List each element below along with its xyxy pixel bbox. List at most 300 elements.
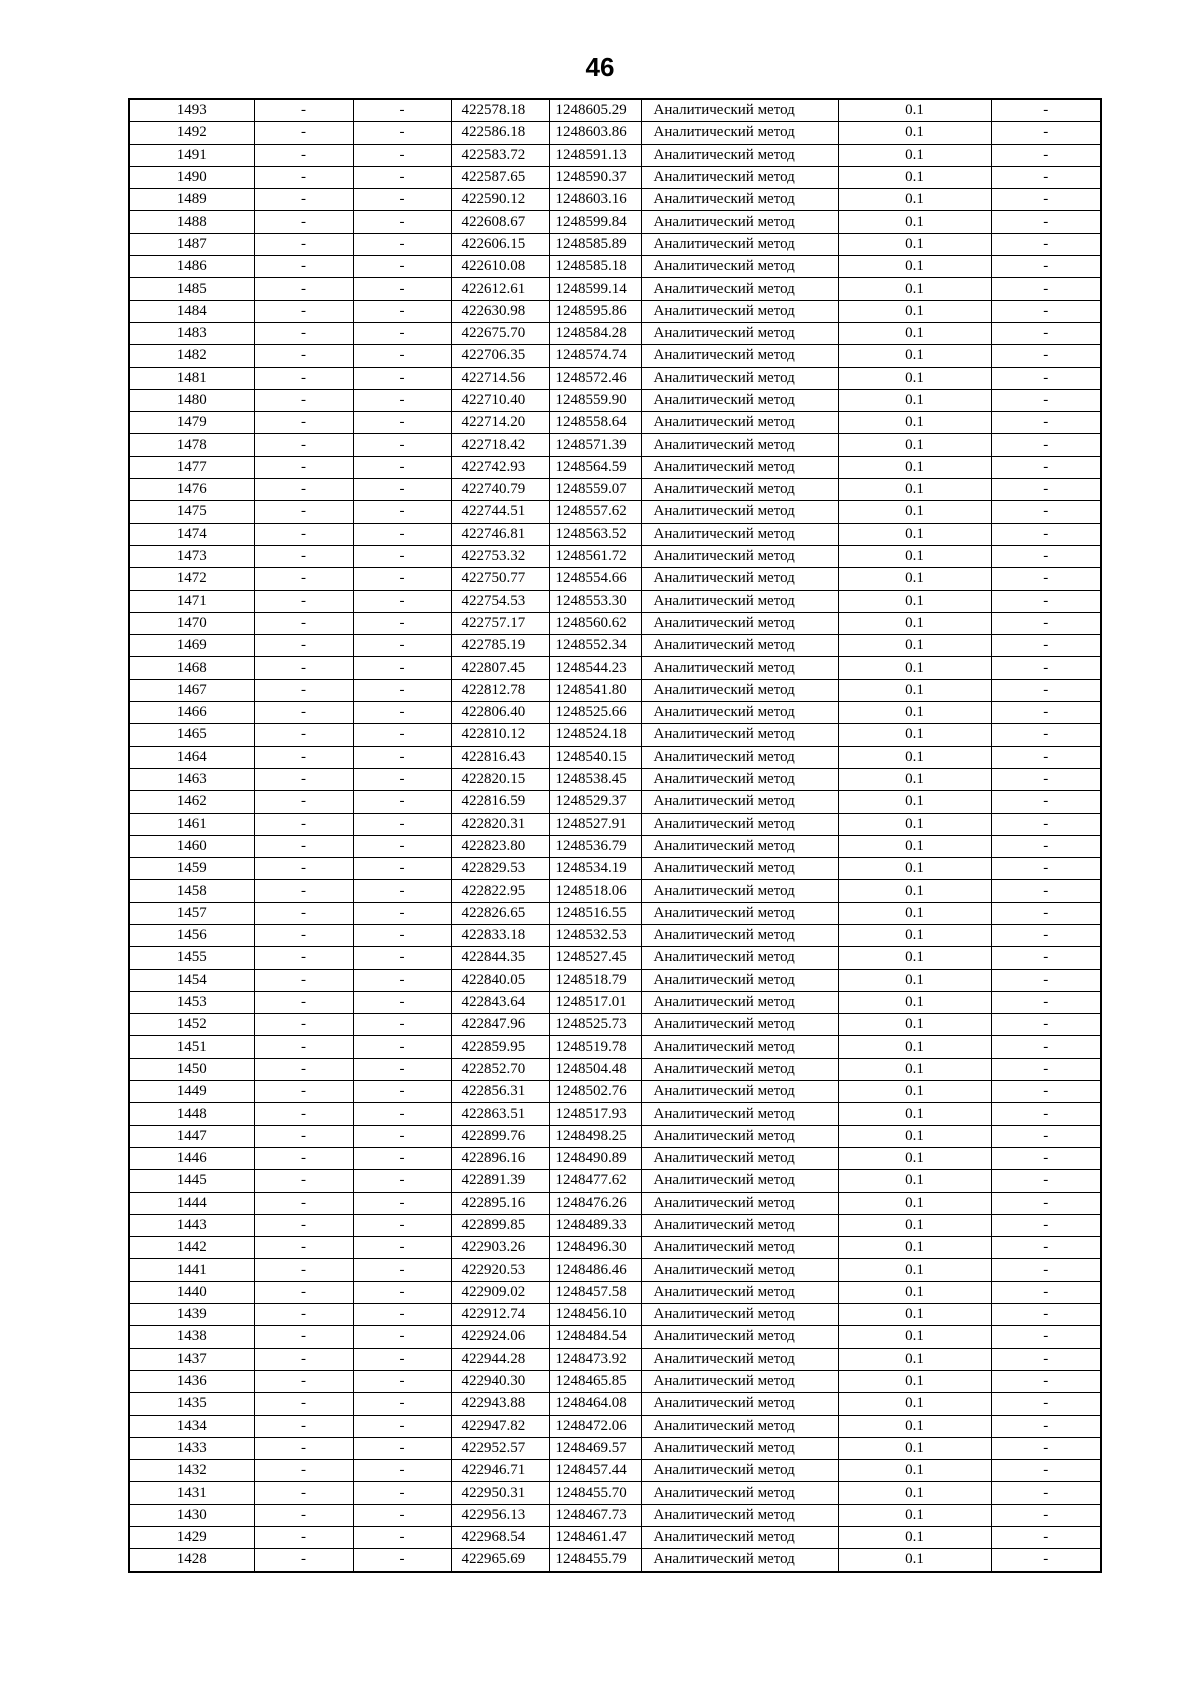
dash-cell: -	[254, 679, 353, 701]
method-cell: Аналитический метод	[641, 1393, 838, 1415]
point-number-cell: 1440	[129, 1281, 254, 1303]
y-coordinate-cell: 1248590.37	[549, 166, 641, 188]
y-coordinate-cell: 1248504.48	[549, 1058, 641, 1080]
accuracy-cell: 0.1	[838, 657, 991, 679]
method-cell: Аналитический метод	[641, 991, 838, 1013]
dash-cell: -	[353, 813, 451, 835]
table-row	[129, 1014, 1101, 1036]
y-coordinate-cell: 1248603.86	[549, 122, 641, 144]
accuracy-cell: 0.1	[838, 813, 991, 835]
dash-cell: -	[353, 1237, 451, 1259]
x-coordinate-cell: 422896.16	[451, 1147, 549, 1169]
note-cell: -	[991, 702, 1101, 724]
accuracy-cell: 0.1	[838, 1326, 991, 1348]
table-row	[129, 924, 1101, 946]
y-coordinate-cell: 1248465.85	[549, 1370, 641, 1392]
dash-cell: -	[254, 1259, 353, 1281]
y-coordinate-cell: 1248502.76	[549, 1081, 641, 1103]
table-row	[129, 612, 1101, 634]
x-coordinate-cell: 422946.71	[451, 1460, 549, 1482]
table-row	[129, 1125, 1101, 1147]
y-coordinate-cell: 1248525.73	[549, 1014, 641, 1036]
x-coordinate-cell: 422944.28	[451, 1348, 549, 1370]
note-cell: -	[991, 479, 1101, 501]
note-cell: -	[991, 189, 1101, 211]
x-coordinate-cell: 422899.85	[451, 1214, 549, 1236]
method-cell: Аналитический метод	[641, 412, 838, 434]
y-coordinate-cell: 1248525.66	[549, 702, 641, 724]
accuracy-cell: 0.1	[838, 1437, 991, 1459]
x-coordinate-cell: 422847.96	[451, 1014, 549, 1036]
method-cell: Аналитический метод	[641, 1281, 838, 1303]
method-cell: Аналитический метод	[641, 1237, 838, 1259]
table-row	[129, 367, 1101, 389]
point-number-cell: 1438	[129, 1326, 254, 1348]
dash-cell: -	[353, 702, 451, 724]
note-cell: -	[991, 902, 1101, 924]
dash-cell: -	[254, 367, 353, 389]
accuracy-cell: 0.1	[838, 1125, 991, 1147]
method-cell: Аналитический метод	[641, 1192, 838, 1214]
table-row	[129, 590, 1101, 612]
accuracy-cell: 0.1	[838, 1527, 991, 1549]
point-number-cell: 1448	[129, 1103, 254, 1125]
x-coordinate-cell: 422608.67	[451, 211, 549, 233]
dash-cell: -	[254, 1125, 353, 1147]
accuracy-cell: 0.1	[838, 1549, 991, 1572]
y-coordinate-cell: 1248536.79	[549, 835, 641, 857]
dash-cell: -	[353, 367, 451, 389]
note-cell: -	[991, 1281, 1101, 1303]
accuracy-cell: 0.1	[838, 278, 991, 300]
y-coordinate-cell: 1248489.33	[549, 1214, 641, 1236]
y-coordinate-cell: 1248552.34	[549, 635, 641, 657]
dash-cell: -	[254, 1081, 353, 1103]
accuracy-cell: 0.1	[838, 635, 991, 657]
dash-cell: -	[254, 724, 353, 746]
dash-cell: -	[353, 1415, 451, 1437]
page-number: 46	[585, 52, 615, 82]
method-cell: Аналитический метод	[641, 1437, 838, 1459]
dash-cell: -	[254, 523, 353, 545]
method-cell: Аналитический метод	[641, 256, 838, 278]
table-row	[129, 412, 1101, 434]
x-coordinate-cell: 422754.53	[451, 590, 549, 612]
dash-cell: -	[254, 278, 353, 300]
y-coordinate-cell: 1248541.80	[549, 679, 641, 701]
x-coordinate-cell: 422583.72	[451, 144, 549, 166]
accuracy-cell: 0.1	[838, 144, 991, 166]
dash-cell: -	[254, 1147, 353, 1169]
y-coordinate-cell: 1248534.19	[549, 858, 641, 880]
dash-cell: -	[254, 1281, 353, 1303]
dash-cell: -	[254, 412, 353, 434]
table-row	[129, 456, 1101, 478]
point-number-cell: 1451	[129, 1036, 254, 1058]
method-cell: Аналитический метод	[641, 746, 838, 768]
accuracy-cell: 0.1	[838, 880, 991, 902]
accuracy-cell: 0.1	[838, 367, 991, 389]
point-number-cell: 1428	[129, 1549, 254, 1572]
table-row	[129, 278, 1101, 300]
dash-cell: -	[254, 702, 353, 724]
point-number-cell: 1486	[129, 256, 254, 278]
dash-cell: -	[353, 144, 451, 166]
x-coordinate-cell: 422812.78	[451, 679, 549, 701]
table-row	[129, 1214, 1101, 1236]
y-coordinate-cell: 1248496.30	[549, 1237, 641, 1259]
table-row	[129, 211, 1101, 233]
dash-cell: -	[353, 991, 451, 1013]
method-cell: Аналитический метод	[641, 702, 838, 724]
dash-cell: -	[254, 545, 353, 567]
note-cell: -	[991, 322, 1101, 344]
method-cell: Аналитический метод	[641, 612, 838, 634]
note-cell: -	[991, 791, 1101, 813]
y-coordinate-cell: 1248467.73	[549, 1504, 641, 1526]
note-cell: -	[991, 144, 1101, 166]
method-cell: Аналитический метод	[641, 166, 838, 188]
dash-cell: -	[254, 1036, 353, 1058]
accuracy-cell: 0.1	[838, 300, 991, 322]
method-cell: Аналитический метод	[641, 523, 838, 545]
y-coordinate-cell: 1248457.58	[549, 1281, 641, 1303]
dash-cell: -	[254, 144, 353, 166]
y-coordinate-cell: 1248476.26	[549, 1192, 641, 1214]
y-coordinate-cell: 1248517.01	[549, 991, 641, 1013]
dash-cell: -	[353, 1014, 451, 1036]
note-cell: -	[991, 1058, 1101, 1080]
note-cell: -	[991, 835, 1101, 857]
accuracy-cell: 0.1	[838, 612, 991, 634]
table-row	[129, 858, 1101, 880]
x-coordinate-cell: 422856.31	[451, 1081, 549, 1103]
method-cell: Аналитический метод	[641, 835, 838, 857]
x-coordinate-cell: 422863.51	[451, 1103, 549, 1125]
dash-cell: -	[353, 635, 451, 657]
table-row	[129, 1058, 1101, 1080]
x-coordinate-cell: 422753.32	[451, 545, 549, 567]
point-number-cell: 1464	[129, 746, 254, 768]
table-row	[129, 256, 1101, 278]
note-cell: -	[991, 300, 1101, 322]
x-coordinate-cell: 422742.93	[451, 456, 549, 478]
x-coordinate-cell: 422903.26	[451, 1237, 549, 1259]
y-coordinate-cell: 1248498.25	[549, 1125, 641, 1147]
y-coordinate-cell: 1248518.06	[549, 880, 641, 902]
x-coordinate-cell: 422816.43	[451, 746, 549, 768]
note-cell: -	[991, 746, 1101, 768]
x-coordinate-cell: 422920.53	[451, 1259, 549, 1281]
dash-cell: -	[254, 1103, 353, 1125]
accuracy-cell: 0.1	[838, 768, 991, 790]
point-number-cell: 1489	[129, 189, 254, 211]
dash-cell: -	[254, 456, 353, 478]
note-cell: -	[991, 501, 1101, 523]
dash-cell: -	[254, 612, 353, 634]
note-cell: -	[991, 122, 1101, 144]
method-cell: Аналитический метод	[641, 99, 838, 122]
x-coordinate-cell: 422820.15	[451, 768, 549, 790]
dash-cell: -	[353, 858, 451, 880]
x-coordinate-cell: 422710.40	[451, 389, 549, 411]
note-cell: -	[991, 657, 1101, 679]
x-coordinate-cell: 422843.64	[451, 991, 549, 1013]
x-coordinate-cell: 422891.39	[451, 1170, 549, 1192]
method-cell: Аналитический метод	[641, 1259, 838, 1281]
point-number-cell: 1430	[129, 1504, 254, 1526]
method-cell: Аналитический метод	[641, 1527, 838, 1549]
table-row	[129, 166, 1101, 188]
accuracy-cell: 0.1	[838, 345, 991, 367]
table-row	[129, 1393, 1101, 1415]
point-number-cell: 1444	[129, 1192, 254, 1214]
dash-cell: -	[353, 1058, 451, 1080]
method-cell: Аналитический метод	[641, 679, 838, 701]
table-row	[129, 768, 1101, 790]
x-coordinate-cell: 422859.95	[451, 1036, 549, 1058]
dash-cell: -	[353, 1393, 451, 1415]
method-cell: Аналитический метод	[641, 1125, 838, 1147]
point-number-cell: 1462	[129, 791, 254, 813]
note-cell: -	[991, 880, 1101, 902]
method-cell: Аналитический метод	[641, 902, 838, 924]
note-cell: -	[991, 389, 1101, 411]
point-number-cell: 1453	[129, 991, 254, 1013]
dash-cell: -	[353, 590, 451, 612]
method-cell: Аналитический метод	[641, 1415, 838, 1437]
note-cell: -	[991, 1081, 1101, 1103]
dash-cell: -	[254, 924, 353, 946]
dash-cell: -	[254, 1058, 353, 1080]
dash-cell: -	[353, 1192, 451, 1214]
method-cell: Аналитический метод	[641, 322, 838, 344]
note-cell: -	[991, 1437, 1101, 1459]
method-cell: Аналитический метод	[641, 590, 838, 612]
dash-cell: -	[254, 1237, 353, 1259]
table-row	[129, 1281, 1101, 1303]
note-cell: -	[991, 1014, 1101, 1036]
table-row	[129, 969, 1101, 991]
dash-cell: -	[254, 880, 353, 902]
dash-cell: -	[254, 746, 353, 768]
x-coordinate-cell: 422823.80	[451, 835, 549, 857]
y-coordinate-cell: 1248584.28	[549, 322, 641, 344]
y-coordinate-cell: 1248455.70	[549, 1482, 641, 1504]
y-coordinate-cell: 1248559.90	[549, 389, 641, 411]
method-cell: Аналитический метод	[641, 1460, 838, 1482]
x-coordinate-cell: 422606.15	[451, 233, 549, 255]
dash-cell: -	[353, 835, 451, 857]
table-row	[129, 724, 1101, 746]
note-cell: -	[991, 1259, 1101, 1281]
dash-cell: -	[353, 211, 451, 233]
y-coordinate-cell: 1248524.18	[549, 724, 641, 746]
accuracy-cell: 0.1	[838, 233, 991, 255]
accuracy-cell: 0.1	[838, 1348, 991, 1370]
y-coordinate-cell: 1248527.91	[549, 813, 641, 835]
dash-cell: -	[254, 1170, 353, 1192]
method-cell: Аналитический метод	[641, 1147, 838, 1169]
dash-cell: -	[353, 256, 451, 278]
note-cell: -	[991, 924, 1101, 946]
method-cell: Аналитический метод	[641, 947, 838, 969]
dash-cell: -	[353, 412, 451, 434]
dash-cell: -	[353, 880, 451, 902]
method-cell: Аналитический метод	[641, 969, 838, 991]
accuracy-cell: 0.1	[838, 1081, 991, 1103]
method-cell: Аналитический метод	[641, 233, 838, 255]
point-number-cell: 1439	[129, 1304, 254, 1326]
table-row	[129, 813, 1101, 835]
dash-cell: -	[353, 1460, 451, 1482]
y-coordinate-cell: 1248560.62	[549, 612, 641, 634]
x-coordinate-cell: 422746.81	[451, 523, 549, 545]
x-coordinate-cell: 422826.65	[451, 902, 549, 924]
x-coordinate-cell: 422947.82	[451, 1415, 549, 1437]
method-cell: Аналитический метод	[641, 858, 838, 880]
table-row	[129, 122, 1101, 144]
point-number-cell: 1433	[129, 1437, 254, 1459]
dash-cell: -	[254, 1214, 353, 1236]
dash-cell: -	[254, 1370, 353, 1392]
dash-cell: -	[254, 1192, 353, 1214]
x-coordinate-cell: 422587.65	[451, 166, 549, 188]
table-row	[129, 523, 1101, 545]
dash-cell: -	[353, 1147, 451, 1169]
dash-cell: -	[254, 590, 353, 612]
note-cell: -	[991, 256, 1101, 278]
note-cell: -	[991, 233, 1101, 255]
table-row	[129, 1103, 1101, 1125]
dash-cell: -	[353, 166, 451, 188]
table-row	[129, 1460, 1101, 1482]
note-cell: -	[991, 1549, 1101, 1572]
point-number-cell: 1484	[129, 300, 254, 322]
x-coordinate-cell: 422750.77	[451, 568, 549, 590]
table-row	[129, 434, 1101, 456]
method-cell: Аналитический метод	[641, 1170, 838, 1192]
accuracy-cell: 0.1	[838, 1058, 991, 1080]
table-row	[129, 657, 1101, 679]
note-cell: -	[991, 1147, 1101, 1169]
dash-cell: -	[353, 1125, 451, 1147]
accuracy-cell: 0.1	[838, 1281, 991, 1303]
accuracy-cell: 0.1	[838, 902, 991, 924]
dash-cell: -	[254, 1393, 353, 1415]
accuracy-cell: 0.1	[838, 679, 991, 701]
method-cell: Аналитический метод	[641, 791, 838, 813]
dash-cell: -	[254, 1549, 353, 1572]
accuracy-cell: 0.1	[838, 1103, 991, 1125]
note-cell: -	[991, 590, 1101, 612]
table-row	[129, 1370, 1101, 1392]
point-number-cell: 1476	[129, 479, 254, 501]
x-coordinate-cell: 422924.06	[451, 1326, 549, 1348]
table-row	[129, 635, 1101, 657]
dash-cell: -	[353, 456, 451, 478]
accuracy-cell: 0.1	[838, 1460, 991, 1482]
dash-cell: -	[353, 1281, 451, 1303]
table-row	[129, 702, 1101, 724]
x-coordinate-cell: 422807.45	[451, 657, 549, 679]
note-cell: -	[991, 1326, 1101, 1348]
table-row	[129, 679, 1101, 701]
x-coordinate-cell: 422590.12	[451, 189, 549, 211]
note-cell: -	[991, 166, 1101, 188]
dash-cell: -	[353, 1482, 451, 1504]
accuracy-cell: 0.1	[838, 1393, 991, 1415]
accuracy-cell: 0.1	[838, 969, 991, 991]
method-cell: Аналитический метод	[641, 1058, 838, 1080]
dash-cell: -	[353, 99, 451, 122]
note-cell: -	[991, 434, 1101, 456]
x-coordinate-cell: 422757.17	[451, 612, 549, 634]
accuracy-cell: 0.1	[838, 122, 991, 144]
note-cell: -	[991, 99, 1101, 122]
table-row	[129, 1549, 1101, 1572]
x-coordinate-cell: 422718.42	[451, 434, 549, 456]
accuracy-cell: 0.1	[838, 166, 991, 188]
y-coordinate-cell: 1248599.14	[549, 278, 641, 300]
point-number-cell: 1470	[129, 612, 254, 634]
dash-cell: -	[254, 122, 353, 144]
point-number-cell: 1446	[129, 1147, 254, 1169]
accuracy-cell: 0.1	[838, 1036, 991, 1058]
dash-cell: -	[254, 99, 353, 122]
method-cell: Аналитический метод	[641, 278, 838, 300]
dash-cell: -	[353, 122, 451, 144]
accuracy-cell: 0.1	[838, 590, 991, 612]
dash-cell: -	[353, 1549, 451, 1572]
note-cell: -	[991, 1125, 1101, 1147]
note-cell: -	[991, 1170, 1101, 1192]
table-row	[129, 1415, 1101, 1437]
point-number-cell: 1443	[129, 1214, 254, 1236]
point-number-cell: 1471	[129, 590, 254, 612]
x-coordinate-cell: 422612.61	[451, 278, 549, 300]
accuracy-cell: 0.1	[838, 991, 991, 1013]
y-coordinate-cell: 1248557.62	[549, 501, 641, 523]
y-coordinate-cell: 1248457.44	[549, 1460, 641, 1482]
table-row	[129, 233, 1101, 255]
accuracy-cell: 0.1	[838, 1482, 991, 1504]
y-coordinate-cell: 1248563.52	[549, 523, 641, 545]
accuracy-cell: 0.1	[838, 1170, 991, 1192]
method-cell: Аналитический метод	[641, 122, 838, 144]
point-number-cell: 1480	[129, 389, 254, 411]
x-coordinate-cell: 422950.31	[451, 1482, 549, 1504]
point-number-cell: 1474	[129, 523, 254, 545]
point-number-cell: 1461	[129, 813, 254, 835]
dash-cell: -	[353, 389, 451, 411]
x-coordinate-cell: 422952.57	[451, 1437, 549, 1459]
dash-cell: -	[353, 1081, 451, 1103]
point-number-cell: 1483	[129, 322, 254, 344]
point-number-cell: 1454	[129, 969, 254, 991]
note-cell: -	[991, 278, 1101, 300]
y-coordinate-cell: 1248518.79	[549, 969, 641, 991]
method-cell: Аналитический метод	[641, 568, 838, 590]
x-coordinate-cell: 422785.19	[451, 635, 549, 657]
dash-cell: -	[353, 434, 451, 456]
dash-cell: -	[353, 1036, 451, 1058]
dash-cell: -	[353, 189, 451, 211]
x-coordinate-cell: 422912.74	[451, 1304, 549, 1326]
table-row	[129, 1504, 1101, 1526]
dash-cell: -	[353, 746, 451, 768]
accuracy-cell: 0.1	[838, 724, 991, 746]
